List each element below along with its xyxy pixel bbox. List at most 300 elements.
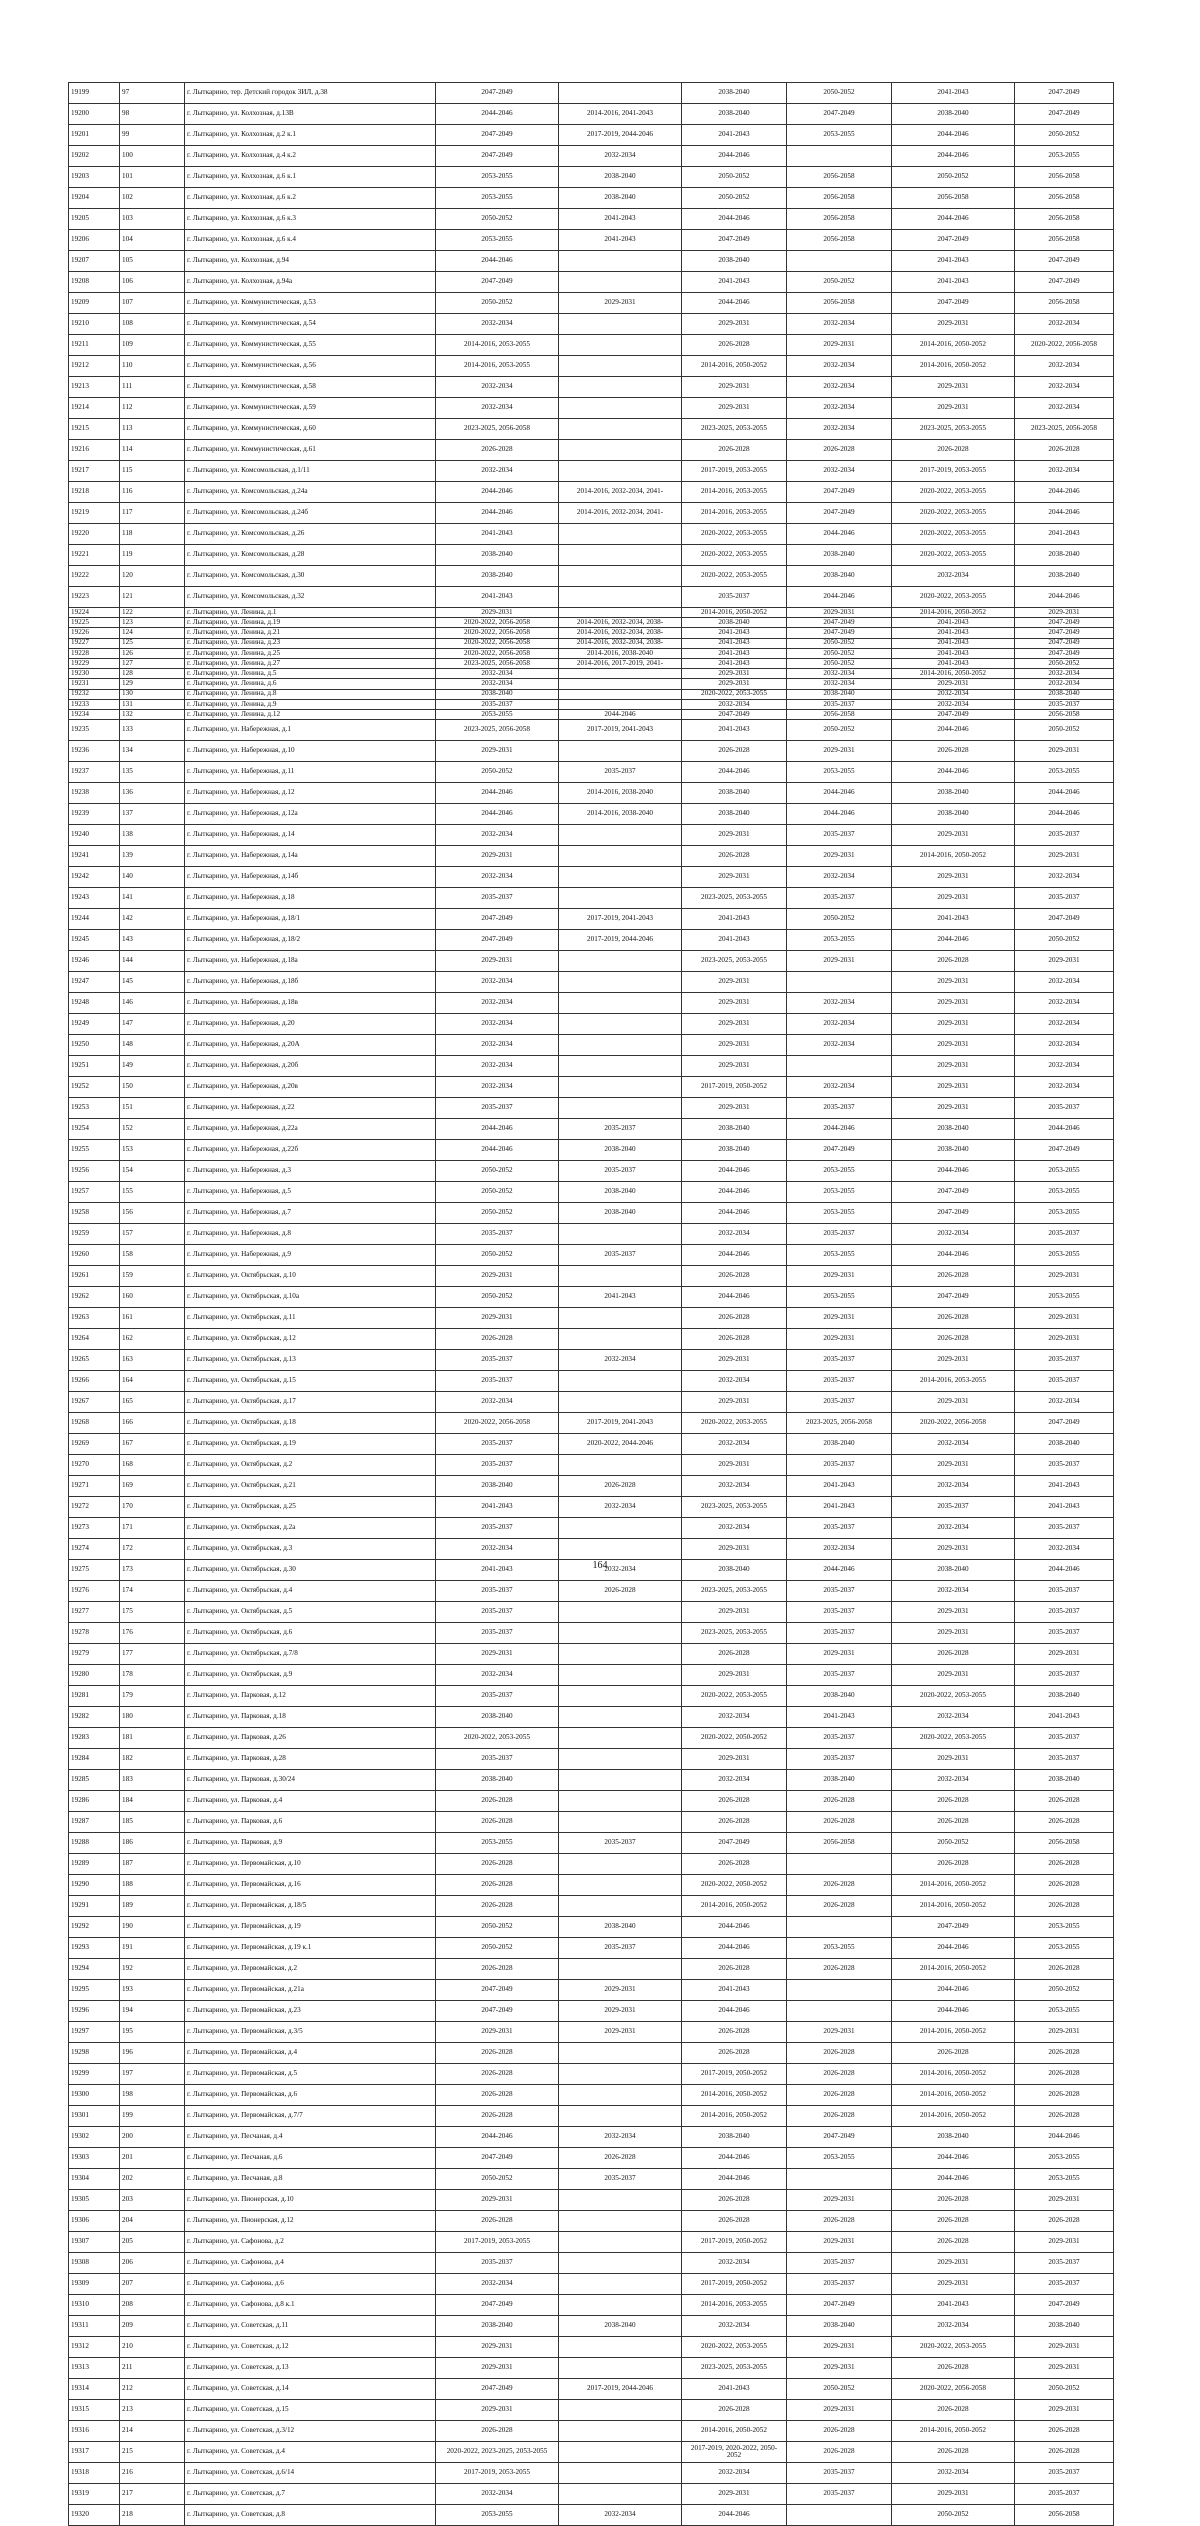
table-cell: г. Лыткарино, ул. Советская, д.3/12 [185, 2421, 436, 2442]
table-cell: 2050-2052 [436, 762, 559, 783]
table-cell: 2026-2028 [1015, 2106, 1114, 2127]
table-cell: 2026-2028 [436, 1854, 559, 1875]
table-row [69, 648, 1114, 658]
table-cell: г. Лыткарино, ул. Набережная, д.10 [185, 741, 436, 762]
table-cell: 2056-2058 [1015, 188, 1114, 209]
table-cell: 2032-2034 [682, 1224, 787, 1245]
table-cell: 2038-2040 [436, 566, 559, 587]
table-cell: 103 [120, 209, 185, 230]
table-cell: 2050-2052 [436, 1182, 559, 1203]
table-cell [787, 2169, 892, 2190]
table-cell: 2023-2025, 2056-2058 [436, 658, 559, 668]
table-cell: 19201 [69, 125, 120, 146]
table-cell: 2035-2037 [787, 699, 892, 709]
table-cell: 2032-2034 [787, 1539, 892, 1560]
table-cell: 2053-2055 [436, 167, 559, 188]
table-cell: 19219 [69, 503, 120, 524]
table-cell: 2014-2016, 2050-2052 [892, 1875, 1015, 1896]
table-cell: 2035-2037 [436, 1623, 559, 1644]
table-cell: 2029-2031 [436, 741, 559, 762]
table-cell: 2056-2058 [1015, 167, 1114, 188]
table-cell: 2038-2040 [682, 2127, 787, 2148]
table-cell: г. Лыткарино, ул. Коммунистическая, д.55 [185, 335, 436, 356]
table-cell: г. Лыткарино, ул. Парковая, д.6 [185, 1812, 436, 1833]
table-cell: 19315 [69, 2400, 120, 2421]
table-cell: 215 [120, 2442, 185, 2463]
table-cell: 2029-2031 [682, 867, 787, 888]
table-cell: 150 [120, 1077, 185, 1098]
table-cell: 2047-2049 [1015, 104, 1114, 125]
table-cell: 183 [120, 1770, 185, 1791]
table-cell: 2032-2034 [1015, 669, 1114, 679]
table-cell: г. Лыткарино, ул. Первомайская, д.19 [185, 1917, 436, 1938]
table-cell: 19314 [69, 2379, 120, 2400]
table-cell: 2026-2028 [787, 2442, 892, 2463]
table-cell: 19264 [69, 1329, 120, 1350]
table-cell: 2041-2043 [559, 1287, 682, 1308]
table-cell: 2047-2049 [892, 1287, 1015, 1308]
table-cell [559, 251, 682, 272]
table-cell: г. Лыткарино, ул. Октябрьская, д.19 [185, 1434, 436, 1455]
table-cell: 2029-2031 [559, 2022, 682, 2043]
table-row [69, 1518, 1114, 1539]
table-cell: 2044-2046 [1015, 587, 1114, 608]
table-cell: 2044-2046 [1015, 783, 1114, 804]
table-cell: 2029-2031 [682, 1098, 787, 1119]
table-cell: 167 [120, 1434, 185, 1455]
table-cell: 2035-2037 [436, 1434, 559, 1455]
table-cell: 2050-2052 [1015, 720, 1114, 741]
table-row [69, 951, 1114, 972]
table-row [69, 2064, 1114, 2085]
table-cell: 2050-2052 [787, 83, 892, 104]
table-cell: 2026-2028 [682, 335, 787, 356]
table-cell: 2038-2040 [559, 1140, 682, 1161]
table-cell: 2056-2058 [1015, 2505, 1114, 2526]
table-cell: г. Лыткарино, ул. Набережная, д.18а [185, 951, 436, 972]
table-cell: 2038-2040 [787, 1434, 892, 1455]
table-cell: 2041-2043 [559, 230, 682, 251]
table-cell: 2041-2043 [682, 648, 787, 658]
table-cell: 124 [120, 628, 185, 638]
table-row [69, 2442, 1114, 2463]
table-cell: 2041-2043 [682, 658, 787, 668]
table-cell: 2032-2034 [436, 1665, 559, 1686]
table-cell [559, 440, 682, 461]
table-cell: г. Лыткарино, ул. Сафонова, д.6 [185, 2274, 436, 2295]
table-cell: 130 [120, 689, 185, 699]
table-row [69, 2001, 1114, 2022]
table-cell: 2044-2046 [436, 503, 559, 524]
table-cell: 2026-2028 [1015, 440, 1114, 461]
table-cell: 2026-2028 [1015, 1959, 1114, 1980]
table-cell: 19226 [69, 628, 120, 638]
table-row [69, 2043, 1114, 2064]
table-cell: 2023-2025, 2053-2055 [682, 888, 787, 909]
table-cell: 2035-2037 [1015, 699, 1114, 709]
table-cell: 2032-2034 [682, 1770, 787, 1791]
table-cell: 2035-2037 [1015, 1602, 1114, 1623]
table-cell: 2038-2040 [787, 689, 892, 699]
table-cell: 2038-2040 [892, 1119, 1015, 1140]
table-cell: 2044-2046 [682, 2169, 787, 2190]
table-cell: 2029-2031 [1015, 1266, 1114, 1287]
table-cell: 181 [120, 1728, 185, 1749]
table-cell: 2044-2046 [436, 251, 559, 272]
table-row [69, 1623, 1114, 1644]
table-row [69, 482, 1114, 503]
table-cell: 2035-2037 [787, 1518, 892, 1539]
table-cell: 108 [120, 314, 185, 335]
table-cell: 156 [120, 1203, 185, 1224]
table-cell: 2026-2028 [682, 1959, 787, 1980]
table-cell: 2029-2031 [892, 1035, 1015, 1056]
table-row [69, 1707, 1114, 1728]
table-cell: 184 [120, 1791, 185, 1812]
table-cell: 2023-2025, 2053-2055 [682, 2358, 787, 2379]
table-cell: 2056-2058 [1015, 1833, 1114, 1854]
table-cell: 2026-2028 [559, 1581, 682, 1602]
table-cell [559, 1728, 682, 1749]
table-cell: 2029-2031 [436, 1308, 559, 1329]
table-cell: 19292 [69, 1917, 120, 1938]
table-cell: 19224 [69, 608, 120, 618]
table-cell: 19208 [69, 272, 120, 293]
table-cell: 19265 [69, 1350, 120, 1371]
table-cell: 2047-2049 [787, 1140, 892, 1161]
table-row [69, 1224, 1114, 1245]
table-cell [787, 972, 892, 993]
table-cell: 2026-2028 [1015, 2442, 1114, 2463]
table-cell: 19203 [69, 167, 120, 188]
table-cell: 2014-2016, 2017-2019, 2041- [559, 658, 682, 668]
table-cell [559, 2085, 682, 2106]
table-cell: 19240 [69, 825, 120, 846]
table-cell: 2014-2016, 2053-2055 [682, 2295, 787, 2316]
table-row [69, 566, 1114, 587]
table-cell: 2047-2049 [892, 1203, 1015, 1224]
table-cell: 2038-2040 [682, 104, 787, 125]
table-cell: 2047-2049 [682, 709, 787, 719]
table-cell: 2032-2034 [892, 566, 1015, 587]
table-row [69, 709, 1114, 719]
table-cell: 2032-2034 [1015, 398, 1114, 419]
table-cell: г. Лыткарино, ул. Парковая, д.4 [185, 1791, 436, 1812]
table-cell: 2044-2046 [682, 2001, 787, 2022]
table-row [69, 2106, 1114, 2127]
table-cell: 19316 [69, 2421, 120, 2442]
table-cell: 2050-2052 [436, 1161, 559, 1182]
table-cell: 19244 [69, 909, 120, 930]
table-cell: 2050-2052 [682, 167, 787, 188]
table-row [69, 1182, 1114, 1203]
table-cell: 2053-2055 [1015, 1182, 1114, 1203]
table-cell: 133 [120, 720, 185, 741]
table-cell: 194 [120, 2001, 185, 2022]
table-row [69, 377, 1114, 398]
table-cell: г. Лыткарино, ул. Парковая, д.18 [185, 1707, 436, 1728]
table-cell [559, 1329, 682, 1350]
table-cell: г. Лыткарино, ул. Коммунистическая, д.56 [185, 356, 436, 377]
table-row [69, 1980, 1114, 2001]
table-cell: 2038-2040 [787, 566, 892, 587]
table-row [69, 2484, 1114, 2505]
table-cell: 2035-2037 [436, 1371, 559, 1392]
table-cell: 2029-2031 [892, 1623, 1015, 1644]
table-cell [559, 699, 682, 709]
table-cell: 185 [120, 1812, 185, 1833]
table-cell: 19231 [69, 679, 120, 689]
table-cell: 2053-2055 [1015, 1287, 1114, 1308]
table-cell: 2044-2046 [892, 2169, 1015, 2190]
table-cell: 2026-2028 [682, 1329, 787, 1350]
table-cell: 2026-2028 [892, 1791, 1015, 1812]
table-cell: 125 [120, 638, 185, 648]
table-cell: 19283 [69, 1728, 120, 1749]
table-row [69, 1812, 1114, 1833]
table-cell: г. Лыткарино, ул. Пионерская, д.10 [185, 2190, 436, 2211]
table-cell: 2047-2049 [436, 125, 559, 146]
table-row [69, 2148, 1114, 2169]
table-cell: 2047-2049 [1015, 1140, 1114, 1161]
table-cell: 2053-2055 [787, 1938, 892, 1959]
table-cell: 19205 [69, 209, 120, 230]
table-cell: 2017-2019, 2053-2055 [436, 2232, 559, 2253]
table-cell: 19258 [69, 1203, 120, 1224]
table-cell: 2014-2016, 2032-2034, 2041- [559, 503, 682, 524]
table-cell: 2026-2028 [682, 2190, 787, 2211]
table-cell: г. Лыткарино, ул. Песчаная, д.4 [185, 2127, 436, 2148]
table-cell: 19319 [69, 2484, 120, 2505]
table-cell: 2032-2034 [1015, 356, 1114, 377]
table-cell: 2053-2055 [1015, 146, 1114, 167]
table-cell [559, 2421, 682, 2442]
table-cell: 2014-2016, 2053-2055 [682, 503, 787, 524]
table-cell: 2044-2046 [787, 1560, 892, 1581]
table-cell: 2017-2019, 2050-2052 [682, 1077, 787, 1098]
table-cell: 2029-2031 [1015, 846, 1114, 867]
table-cell: 174 [120, 1581, 185, 1602]
table-row [69, 2211, 1114, 2232]
table-cell: 19254 [69, 1119, 120, 1140]
table-cell: 2047-2049 [892, 293, 1015, 314]
table-cell: 2026-2028 [892, 440, 1015, 461]
table-cell [559, 2064, 682, 2085]
table-cell [559, 461, 682, 482]
table-cell: 173 [120, 1560, 185, 1581]
table-cell: г. Лыткарино, ул. Набережная, д.5 [185, 1182, 436, 1203]
table-cell: 2014-2016, 2050-2052 [892, 846, 1015, 867]
table-cell: 2032-2034 [787, 356, 892, 377]
table-cell [559, 1896, 682, 1917]
table-row [69, 2169, 1114, 2190]
table-cell: 2035-2037 [787, 1749, 892, 1770]
table-cell: 2017-2019, 2053-2055 [892, 461, 1015, 482]
table-cell: г. Лыткарино, ул. Ленина, д.25 [185, 648, 436, 658]
table-cell: 2041-2043 [682, 272, 787, 293]
table-cell: 204 [120, 2211, 185, 2232]
table-cell: 19272 [69, 1497, 120, 1518]
table-cell: 143 [120, 930, 185, 951]
table-cell: 2044-2046 [682, 1917, 787, 1938]
table-cell [559, 951, 682, 972]
table-cell: 115 [120, 461, 185, 482]
table-cell: 2044-2046 [682, 1161, 787, 1182]
table-cell: г. Лыткарино, ул. Первомайская, д.4 [185, 2043, 436, 2064]
table-row [69, 1014, 1114, 1035]
table-cell: 2044-2046 [892, 209, 1015, 230]
table-cell: 2032-2034 [787, 1077, 892, 1098]
table-cell: 2035-2037 [787, 1098, 892, 1119]
table-cell: 19307 [69, 2232, 120, 2253]
table-cell: 2035-2037 [436, 1455, 559, 1476]
table-cell: г. Лыткарино, ул. Комсомольская, д.30 [185, 566, 436, 587]
table-cell: 2035-2037 [436, 1749, 559, 1770]
table-row [69, 888, 1114, 909]
table-cell: 186 [120, 1833, 185, 1854]
table-cell: 139 [120, 846, 185, 867]
table-cell: 197 [120, 2064, 185, 2085]
table-row [69, 909, 1114, 930]
table-cell: 2026-2028 [892, 2232, 1015, 2253]
table-cell: 2053-2055 [1015, 2169, 1114, 2190]
table-row [69, 1791, 1114, 1812]
table-cell [559, 888, 682, 909]
table-cell: 2044-2046 [682, 2148, 787, 2169]
table-row [69, 1329, 1114, 1350]
table-cell: 19297 [69, 2022, 120, 2043]
table-cell: 2014-2016, 2053-2055 [436, 356, 559, 377]
table-cell: 2044-2046 [1015, 804, 1114, 825]
table-cell: 2029-2031 [892, 1098, 1015, 1119]
table-cell: 2029-2031 [787, 2190, 892, 2211]
table-cell: 2038-2040 [436, 545, 559, 566]
table-cell: 19278 [69, 1623, 120, 1644]
table-cell: 2026-2028 [787, 1812, 892, 1833]
table-row [69, 679, 1114, 689]
table-cell: 19284 [69, 1749, 120, 1770]
table-cell: 2029-2031 [787, 335, 892, 356]
table-cell: 216 [120, 2463, 185, 2484]
table-row [69, 699, 1114, 709]
table-cell [559, 1266, 682, 1287]
table-cell [559, 669, 682, 679]
table-cell: 2035-2037 [787, 2274, 892, 2295]
table-cell: 2032-2034 [892, 699, 1015, 709]
table-cell: 2047-2049 [1015, 251, 1114, 272]
table-cell: г. Лыткарино, ул. Советская, д.4 [185, 2442, 436, 2463]
table-cell: 2029-2031 [436, 2400, 559, 2421]
table-cell: 2050-2052 [1015, 658, 1114, 668]
table-cell: 2029-2031 [787, 2337, 892, 2358]
table-cell: 19236 [69, 741, 120, 762]
table-cell: 2032-2034 [892, 1434, 1015, 1455]
table-cell: 2014-2016, 2050-2052 [892, 669, 1015, 679]
table-cell: 19267 [69, 1392, 120, 1413]
table-cell: 2038-2040 [787, 2316, 892, 2337]
table-row [69, 2463, 1114, 2484]
schedule-table-container [68, 82, 1108, 2526]
table-cell [559, 2274, 682, 2295]
table-cell: 19302 [69, 2127, 120, 2148]
table-cell: 165 [120, 1392, 185, 1413]
table-cell: 2014-2016, 2050-2052 [892, 1896, 1015, 1917]
table-cell: 2038-2040 [436, 1707, 559, 1728]
table-cell: 2029-2031 [682, 1665, 787, 1686]
table-cell: 2029-2031 [1015, 2022, 1114, 2043]
table-cell: г. Лыткарино, ул. Набережная, д.9 [185, 1245, 436, 1266]
table-cell: 2047-2049 [436, 2148, 559, 2169]
table-cell: г. Лыткарино, ул. Октябрьская, д.17 [185, 1392, 436, 1413]
table-cell: 117 [120, 503, 185, 524]
table-cell: 213 [120, 2400, 185, 2421]
table-cell: 2053-2055 [787, 1161, 892, 1182]
table-cell: 2020-2022, 2056-2058 [436, 648, 559, 658]
table-cell: 2023-2025, 2053-2055 [682, 951, 787, 972]
table-cell [559, 335, 682, 356]
table-cell: г. Лыткарино, ул. Комсомольская, д.1/11 [185, 461, 436, 482]
table-row [69, 587, 1114, 608]
table-cell: 2029-2031 [787, 846, 892, 867]
table-cell [787, 251, 892, 272]
table-row [69, 2379, 1114, 2400]
table-cell: 2032-2034 [559, 146, 682, 167]
table-cell: 2029-2031 [1015, 1329, 1114, 1350]
table-cell: 2032-2034 [436, 1539, 559, 1560]
table-row [69, 1728, 1114, 1749]
table-cell: 105 [120, 251, 185, 272]
table-cell: 189 [120, 1896, 185, 1917]
table-cell: 2017-2019, 2050-2052 [682, 2232, 787, 2253]
table-cell: г. Лыткарино, ул. Набережная, д.14 [185, 825, 436, 846]
table-cell: 2041-2043 [436, 1497, 559, 1518]
table-cell: 19229 [69, 658, 120, 668]
table-cell: 19291 [69, 1896, 120, 1917]
table-cell: 2017-2019, 2053-2055 [682, 461, 787, 482]
table-cell: 2047-2049 [682, 1833, 787, 1854]
table-cell: 2035-2037 [559, 1161, 682, 1182]
table-cell: 2044-2046 [682, 762, 787, 783]
table-cell: 2026-2028 [787, 2064, 892, 2085]
table-cell: 2044-2046 [436, 2127, 559, 2148]
table-cell: 2026-2028 [682, 440, 787, 461]
table-cell: 2014-2016, 2050-2052 [682, 1896, 787, 1917]
table-cell [559, 1749, 682, 1770]
table-cell: 2032-2034 [682, 2253, 787, 2274]
table-cell: 2050-2052 [787, 658, 892, 668]
table-cell: 2026-2028 [682, 2043, 787, 2064]
table-cell: 2038-2040 [1015, 1686, 1114, 1707]
table-cell: 2029-2031 [1015, 2400, 1114, 2421]
table-cell: 2032-2034 [436, 314, 559, 335]
table-cell: 2020-2022, 2053-2055 [892, 545, 1015, 566]
table-cell: 2029-2031 [787, 2232, 892, 2253]
table-cell: 2032-2034 [1015, 1392, 1114, 1413]
table-cell: 2029-2031 [436, 608, 559, 618]
table-cell: 2014-2016, 2038-2040 [559, 648, 682, 658]
table-cell: 19252 [69, 1077, 120, 1098]
table-cell: 98 [120, 104, 185, 125]
table-cell: 2056-2058 [1015, 709, 1114, 719]
table-cell: 2035-2037 [787, 1623, 892, 1644]
table-cell: г. Лыткарино, ул. Октябрьская, д.7/8 [185, 1644, 436, 1665]
table-cell: 19209 [69, 293, 120, 314]
table-cell: 2053-2055 [1015, 1203, 1114, 1224]
table-cell: 2056-2058 [787, 709, 892, 719]
table-cell: 2029-2031 [682, 1014, 787, 1035]
table-cell [559, 83, 682, 104]
table-cell: г. Лыткарино, ул. Комсомольская, д.28 [185, 545, 436, 566]
